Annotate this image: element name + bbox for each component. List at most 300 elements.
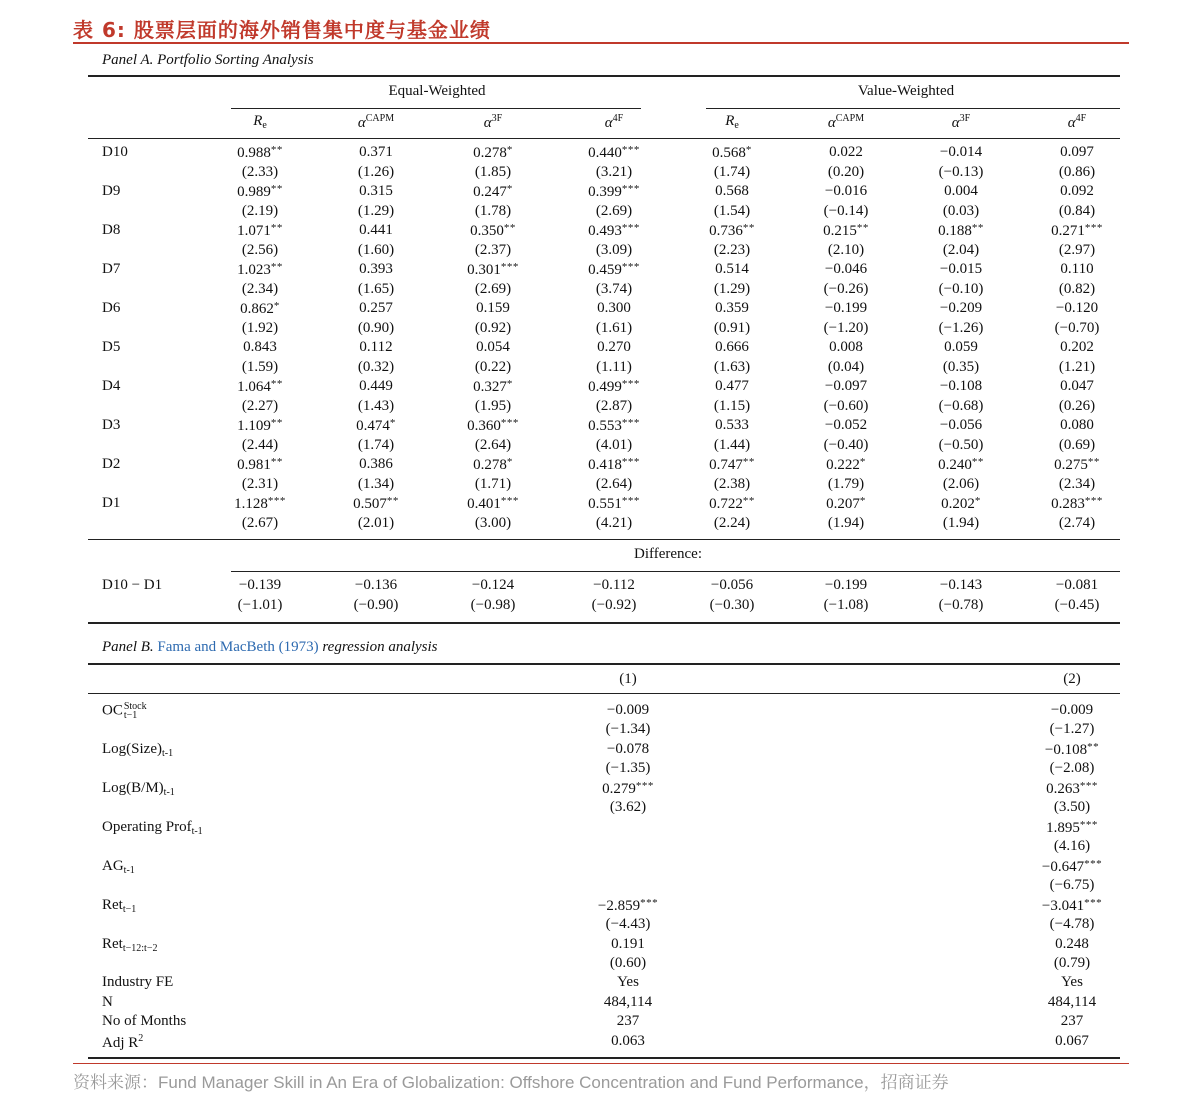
coefficient-cell xyxy=(359,456,393,473)
regressor-name: Ret xyxy=(102,936,123,952)
t-stat-cell: (−4.43) xyxy=(605,916,651,932)
significance-stars: *** xyxy=(621,495,640,507)
coefficient-cell xyxy=(237,417,283,435)
significance-stars: *** xyxy=(640,897,659,909)
t-stat-cell: (2.23) xyxy=(713,242,751,258)
significance-stars: ** xyxy=(742,495,755,507)
coefficient-value: 0.862 xyxy=(240,301,274,317)
coefficient-cell xyxy=(588,144,640,162)
regressor-subscript: t−1 xyxy=(123,710,138,721)
coefficient-cell xyxy=(1060,261,1093,278)
significance-stars: *** xyxy=(1084,495,1103,507)
coefficient-cell xyxy=(825,183,867,200)
t-stat-cell: (2.33) xyxy=(241,164,279,180)
coefficient-value: −0.015 xyxy=(939,261,983,277)
coefficient-cell xyxy=(476,339,510,356)
coefficient-value: −2.859 xyxy=(597,898,641,914)
t-stat-cell: (−0.70) xyxy=(1054,320,1100,336)
rule-panel-a-bottom xyxy=(88,622,1120,624)
coefficient-cell xyxy=(940,144,982,161)
regressor-name: Operating Prof xyxy=(102,819,192,835)
coefficient-value: 0.399 xyxy=(588,184,622,200)
t-stat-cell: (−0.98) xyxy=(470,597,516,613)
column-header xyxy=(1068,113,1086,132)
t-stat-cell: (3.74) xyxy=(595,281,633,297)
t-stat-cell: (3.09) xyxy=(595,242,633,258)
t-stat-cell: (−0.60) xyxy=(823,398,869,414)
significance-stars: ** xyxy=(270,456,283,468)
significance-stars: ** xyxy=(971,222,984,234)
coefficient-value: 0.736 xyxy=(709,223,743,239)
coefficient-cell xyxy=(1046,819,1098,837)
coefficient-cell xyxy=(1054,456,1100,474)
t-stat-cell: (1.78) xyxy=(474,203,512,219)
t-stat-cell: (1.11) xyxy=(596,359,632,375)
coefficient-cell xyxy=(709,495,755,513)
column-header xyxy=(725,113,739,131)
coefficient-value: −0.097 xyxy=(824,378,868,394)
panel-b-heading: Panel B. Fama and MacBeth (1973) regression analysis xyxy=(102,639,438,655)
rule-top xyxy=(88,75,1120,77)
rule-group-equal xyxy=(231,108,641,109)
coefficient-value: 0.278 xyxy=(473,457,507,473)
panel-a-heading: Panel A. Portfolio Sorting Analysis xyxy=(102,52,314,68)
significance-stars: *** xyxy=(621,456,640,468)
column-header xyxy=(253,113,267,131)
significance-stars: ** xyxy=(742,222,755,234)
coefficient-value: 0.222 xyxy=(826,457,860,473)
header-superscript: CAPM xyxy=(365,113,395,124)
coefficient-value: −0.124 xyxy=(471,577,515,593)
coefficient-cell xyxy=(467,417,519,435)
coefficient-value: 0.202 xyxy=(1060,339,1094,355)
coefficient-cell xyxy=(1060,417,1094,434)
coefficient-value: −0.078 xyxy=(606,741,650,757)
header-symbol: R xyxy=(253,113,263,129)
coefficient-cell xyxy=(467,261,519,279)
t-stat-cell: (0.92) xyxy=(474,320,512,336)
coefficient-cell xyxy=(234,495,286,513)
significance-stars: *** xyxy=(500,417,519,429)
rule-difference-top xyxy=(88,539,1120,540)
coefficient-value: 0.533 xyxy=(715,417,749,433)
t-stat-cell: (−0.26) xyxy=(823,281,869,297)
t-stat-cell: (2.87) xyxy=(595,398,633,414)
group-equal-weighted: Equal-Weighted xyxy=(388,83,486,99)
t-stat-cell: (1.54) xyxy=(713,203,751,219)
coefficient-value: −0.016 xyxy=(824,183,868,199)
t-stat-cell: (2.37) xyxy=(474,242,512,258)
coefficient-value: 0.722 xyxy=(709,496,743,512)
significance-stars: ** xyxy=(270,144,283,156)
coefficient-value: 0.551 xyxy=(588,496,622,512)
coefficient-cell xyxy=(473,183,513,201)
t-stat-cell: (−1.27) xyxy=(1049,721,1095,737)
t-stat-cell: (0.22) xyxy=(474,359,512,375)
coefficient-cell xyxy=(709,456,755,474)
significance-stars: * xyxy=(859,495,866,507)
coefficient-value: 0.493 xyxy=(588,223,622,239)
regressor-name: Log(Size) xyxy=(102,741,162,757)
coefficient-value: 1.064 xyxy=(237,379,271,395)
t-stat-cell: (0.82) xyxy=(1058,281,1096,297)
coefficient-value: 0.989 xyxy=(237,184,271,200)
significance-stars: * xyxy=(389,417,396,429)
t-stat-cell: (1.44) xyxy=(713,437,751,453)
stat-value: 484,114 xyxy=(603,993,653,1010)
coefficient-value: 0.843 xyxy=(243,339,277,355)
significance-stars: *** xyxy=(500,495,519,507)
coefficient-value: 0.441 xyxy=(359,222,393,238)
t-stat-cell: (−2.08) xyxy=(1049,760,1095,776)
stat-value: 237 xyxy=(616,1013,640,1029)
coefficient-value: −0.112 xyxy=(593,577,635,593)
significance-stars: ** xyxy=(742,456,755,468)
coefficient-cell xyxy=(1055,936,1089,953)
coefficient-value: 0.110 xyxy=(1060,261,1094,277)
regressor-label xyxy=(102,741,173,759)
row-label: D3 xyxy=(102,417,121,433)
rule-difference-sub xyxy=(231,571,1120,572)
coefficient-cell xyxy=(467,495,519,513)
coefficient-cell xyxy=(940,378,982,395)
t-stat-cell: (1.21) xyxy=(1058,359,1096,375)
group-value-weighted: Value-Weighted xyxy=(857,83,955,99)
coefficient-cell xyxy=(1060,378,1094,395)
row-label: D10 xyxy=(102,144,128,160)
coefficient-cell xyxy=(715,300,749,317)
column-header xyxy=(605,113,623,132)
coefficient-value: 0.054 xyxy=(476,339,510,355)
coefficient-value: 1.071 xyxy=(237,223,271,239)
significance-stars: ** xyxy=(270,261,283,273)
regressor-subscript: t−12:t−2 xyxy=(122,943,158,954)
regressor-label xyxy=(102,897,136,915)
coefficient-cell xyxy=(944,183,978,200)
t-stat-cell: (2.69) xyxy=(595,203,633,219)
coefficient-value: 0.270 xyxy=(597,339,631,355)
regressor-label xyxy=(102,936,157,954)
regressor-name: AG xyxy=(102,858,124,874)
t-stat-cell: (4.16) xyxy=(1053,838,1091,854)
coefficient-cell xyxy=(359,300,393,317)
coefficient-value: 0.315 xyxy=(359,183,393,199)
coefficient-value: −0.009 xyxy=(1050,702,1094,718)
coefficient-cell xyxy=(1060,144,1094,161)
t-stat-cell: (3.00) xyxy=(474,515,512,531)
t-stat-cell: (2.04) xyxy=(942,242,980,258)
coefficient-value: 0.666 xyxy=(715,339,749,355)
t-stat-cell: (0.26) xyxy=(1058,398,1096,414)
t-stat-cell: (2.31) xyxy=(241,476,279,492)
significance-stars: *** xyxy=(1084,858,1103,870)
coefficient-value: 0.240 xyxy=(938,457,972,473)
regressor-subscript: t-1 xyxy=(191,826,203,837)
t-stat-cell: (0.84) xyxy=(1058,203,1096,219)
coefficient-value: 0.097 xyxy=(1060,144,1094,160)
t-stat-cell: (2.56) xyxy=(241,242,279,258)
coefficient-cell xyxy=(1056,300,1098,317)
row-label: D6 xyxy=(102,300,121,316)
coefficient-value: −0.108 xyxy=(1044,742,1088,758)
significance-stars: * xyxy=(506,183,513,195)
coefficient-value: 0.474 xyxy=(356,418,390,434)
regressor-superscript: Stock xyxy=(123,701,147,712)
coefficient-value: 0.248 xyxy=(1055,936,1089,952)
t-stat-cell: (1.61) xyxy=(595,320,633,336)
t-stat-cell: (2.10) xyxy=(827,242,865,258)
t-stat-cell: (−0.50) xyxy=(938,437,984,453)
rule-panel-b-header xyxy=(88,693,1120,694)
t-stat-cell: (−0.78) xyxy=(938,597,984,613)
coefficient-value: 1.109 xyxy=(237,418,271,434)
citation-link[interactable]: Fama and MacBeth (1973) xyxy=(157,639,319,655)
coefficient-value: 0.350 xyxy=(470,223,504,239)
stat-superscript: 2 xyxy=(138,1032,144,1044)
coefficient-value: 0.440 xyxy=(588,145,622,161)
significance-stars: *** xyxy=(621,183,640,195)
regressor-name: Log(B/M) xyxy=(102,780,164,796)
coefficient-cell xyxy=(588,378,640,396)
significance-stars: * xyxy=(745,144,752,156)
row-label: D10 − D1 xyxy=(102,577,163,593)
table-title: 表 6: 股票层面的海外销售集中度与基金业绩 xyxy=(73,18,491,42)
significance-stars: ** xyxy=(971,456,984,468)
column-header xyxy=(358,113,394,132)
coefficient-value: −0.056 xyxy=(939,417,983,433)
coefficient-value: 0.477 xyxy=(715,378,749,394)
header-subscript: e xyxy=(262,120,267,131)
coefficient-cell xyxy=(826,456,866,474)
coefficient-cell xyxy=(940,417,982,434)
coefficient-cell xyxy=(588,495,640,513)
coefficient-cell xyxy=(237,222,283,240)
coefficient-cell xyxy=(243,339,277,356)
stat-label xyxy=(102,1033,143,1052)
coefficient-value: −0.136 xyxy=(354,577,398,593)
significance-stars: *** xyxy=(621,378,640,390)
header-symbol: α xyxy=(357,115,366,131)
t-stat-cell: (0.35) xyxy=(942,359,980,375)
significance-stars: *** xyxy=(621,222,640,234)
significance-stars: *** xyxy=(635,780,654,792)
coefficient-value: 0.568 xyxy=(712,145,746,161)
t-stat-cell: (1.79) xyxy=(827,476,865,492)
coefficient-value: 0.359 xyxy=(715,300,749,316)
t-stat-cell: (1.92) xyxy=(241,320,279,336)
coefficient-cell xyxy=(1042,858,1102,876)
coefficient-value: 0.568 xyxy=(715,183,749,199)
t-stat-cell: (2.34) xyxy=(241,281,279,297)
stat-value: Yes xyxy=(617,974,639,990)
t-stat-cell: (3.62) xyxy=(609,799,647,815)
coefficient-cell xyxy=(1051,222,1103,240)
t-stat-cell: (−0.92) xyxy=(591,597,637,613)
t-stat-cell: (2.64) xyxy=(474,437,512,453)
coefficient-cell xyxy=(237,144,283,162)
regressor-label xyxy=(102,858,135,876)
coefficient-cell xyxy=(588,456,640,474)
coefficient-cell xyxy=(1060,339,1094,356)
t-stat-cell: (−0.10) xyxy=(938,281,984,297)
row-label: D9 xyxy=(102,183,121,199)
coefficient-value: −0.143 xyxy=(939,577,983,593)
header-symbol: α xyxy=(951,115,960,131)
t-stat-cell: (−0.68) xyxy=(938,398,984,414)
coefficient-value: −0.199 xyxy=(824,577,868,593)
coefficient-value: 0.191 xyxy=(611,936,645,952)
stat-label xyxy=(102,994,113,1011)
t-stat-cell: (0.91) xyxy=(713,320,751,336)
coefficient-cell xyxy=(602,780,654,798)
t-stat-cell: (2.74) xyxy=(1058,515,1096,531)
panel-b-col-1: (1) xyxy=(619,671,637,687)
stat-label xyxy=(102,974,173,991)
significance-stars: ** xyxy=(386,495,399,507)
stat-value: 484,114 xyxy=(1047,993,1097,1010)
coefficient-cell xyxy=(944,339,978,356)
stat-label xyxy=(102,1013,186,1030)
header-symbol: α xyxy=(1067,115,1076,131)
coefficient-cell xyxy=(715,339,749,356)
significance-stars: ** xyxy=(270,183,283,195)
coefficient-value: 0.188 xyxy=(938,223,972,239)
panel-b-col-2: (2) xyxy=(1063,671,1081,687)
coefficient-value: 0.301 xyxy=(467,262,501,278)
t-stat-cell: (4.01) xyxy=(595,437,633,453)
t-stat-cell: (0.86) xyxy=(1058,164,1096,180)
significance-stars: *** xyxy=(267,495,286,507)
stat-name: Adj R xyxy=(102,1034,139,1051)
coefficient-cell xyxy=(1046,780,1098,798)
header-superscript: 4F xyxy=(1075,113,1087,124)
coefficient-value: 0.159 xyxy=(476,300,510,316)
significance-stars: *** xyxy=(500,261,519,273)
coefficient-value: 0.202 xyxy=(941,496,975,512)
coefficient-cell xyxy=(237,261,283,279)
t-stat-cell: (−0.90) xyxy=(353,597,399,613)
coefficient-value: −0.052 xyxy=(824,417,868,433)
coefficient-cell xyxy=(823,222,869,240)
coefficient-value: 0.371 xyxy=(359,144,393,160)
rule-panel-b-top xyxy=(88,663,1120,665)
coefficient-value: −0.056 xyxy=(710,577,754,593)
significance-stars: ** xyxy=(270,222,283,234)
t-stat-cell: (−1.26) xyxy=(938,320,984,336)
coefficient-value: −3.041 xyxy=(1041,898,1085,914)
t-stat-cell: (1.65) xyxy=(357,281,395,297)
coefficient-cell xyxy=(1042,897,1102,915)
t-stat-cell: (1.60) xyxy=(357,242,395,258)
header-superscript: 3F xyxy=(491,113,503,124)
coefficient-cell xyxy=(240,300,280,318)
coefficient-cell xyxy=(712,144,752,162)
coefficient-cell xyxy=(607,741,649,758)
coefficient-value: −0.139 xyxy=(238,577,282,593)
coefficient-cell xyxy=(359,222,393,239)
coefficient-cell xyxy=(353,495,399,513)
coefficient-value: 0.449 xyxy=(359,378,393,394)
t-stat-cell: (−1.34) xyxy=(605,721,651,737)
significance-stars: *** xyxy=(621,144,640,156)
coefficient-cell xyxy=(359,144,393,161)
coefficient-value: 0.092 xyxy=(1060,183,1094,199)
coefficient-cell xyxy=(359,261,393,278)
t-stat-cell: (0.04) xyxy=(827,359,865,375)
coefficient-cell xyxy=(473,378,513,396)
header-superscript: CAPM xyxy=(835,113,865,124)
coefficient-value: 0.271 xyxy=(1051,223,1085,239)
t-stat-cell: (1.95) xyxy=(474,398,512,414)
t-stat-cell: (2.34) xyxy=(1058,476,1096,492)
coefficient-cell xyxy=(611,936,645,953)
coefficient-cell xyxy=(588,261,640,279)
coefficient-value: 0.283 xyxy=(1051,496,1085,512)
coefficient-value: 0.459 xyxy=(588,262,622,278)
significance-stars: * xyxy=(273,300,280,312)
coefficient-value: −0.209 xyxy=(939,300,983,316)
header-superscript: 3F xyxy=(959,113,971,124)
coefficient-value: 0.981 xyxy=(237,457,271,473)
coefficient-value: 0.514 xyxy=(715,261,749,277)
t-stat-cell: (−0.30) xyxy=(709,597,755,613)
t-stat-cell: (1.43) xyxy=(357,398,395,414)
coefficient-cell xyxy=(588,183,640,201)
t-stat-cell: (1.94) xyxy=(827,515,865,531)
coefficient-value: 0.215 xyxy=(823,223,857,239)
t-stat-cell: (1.74) xyxy=(357,437,395,453)
t-stat-cell: (−1.01) xyxy=(237,597,283,613)
coefficient-value: 0.263 xyxy=(1046,781,1080,797)
coefficient-value: 0.507 xyxy=(353,496,387,512)
significance-stars: * xyxy=(506,456,513,468)
stat-name: N xyxy=(102,993,113,1010)
t-stat-cell: (−6.75) xyxy=(1049,877,1095,893)
coefficient-value: −0.081 xyxy=(1055,577,1099,593)
t-stat-cell: (3.21) xyxy=(595,164,633,180)
regressor-subscript: t−1 xyxy=(122,904,137,915)
significance-stars: ** xyxy=(1087,456,1100,468)
coefficient-value: −0.120 xyxy=(1055,300,1099,316)
coefficient-value: −0.108 xyxy=(939,378,983,394)
t-stat-cell: (−0.45) xyxy=(1054,597,1100,613)
coefficient-cell xyxy=(941,495,981,513)
row-label: D1 xyxy=(102,495,121,511)
t-stat-cell: (0.03) xyxy=(942,203,980,219)
coefficient-cell xyxy=(826,495,866,513)
coefficient-value: 0.418 xyxy=(588,457,622,473)
t-stat-cell: (4.21) xyxy=(595,515,633,531)
title-rule xyxy=(73,42,1129,44)
header-symbol: R xyxy=(725,113,735,129)
stat-value: 0.063 xyxy=(611,1032,645,1049)
stat-value: 0.067 xyxy=(1055,1032,1089,1049)
coefficient-cell xyxy=(237,378,283,396)
column-header xyxy=(828,113,864,132)
t-stat-cell: (1.74) xyxy=(713,164,751,180)
coefficient-cell xyxy=(473,456,513,474)
coefficient-value: 0.988 xyxy=(237,145,271,161)
t-stat-cell: (1.71) xyxy=(474,476,512,492)
coefficient-value: 0.080 xyxy=(1060,417,1094,433)
coefficient-value: 0.278 xyxy=(473,145,507,161)
significance-stars: * xyxy=(506,378,513,390)
regressor-label xyxy=(102,702,147,720)
coefficient-value: 0.257 xyxy=(359,300,393,316)
coefficient-cell xyxy=(825,417,867,434)
t-stat-cell: (2.01) xyxy=(357,515,395,531)
t-stat-cell: (−1.35) xyxy=(605,760,651,776)
